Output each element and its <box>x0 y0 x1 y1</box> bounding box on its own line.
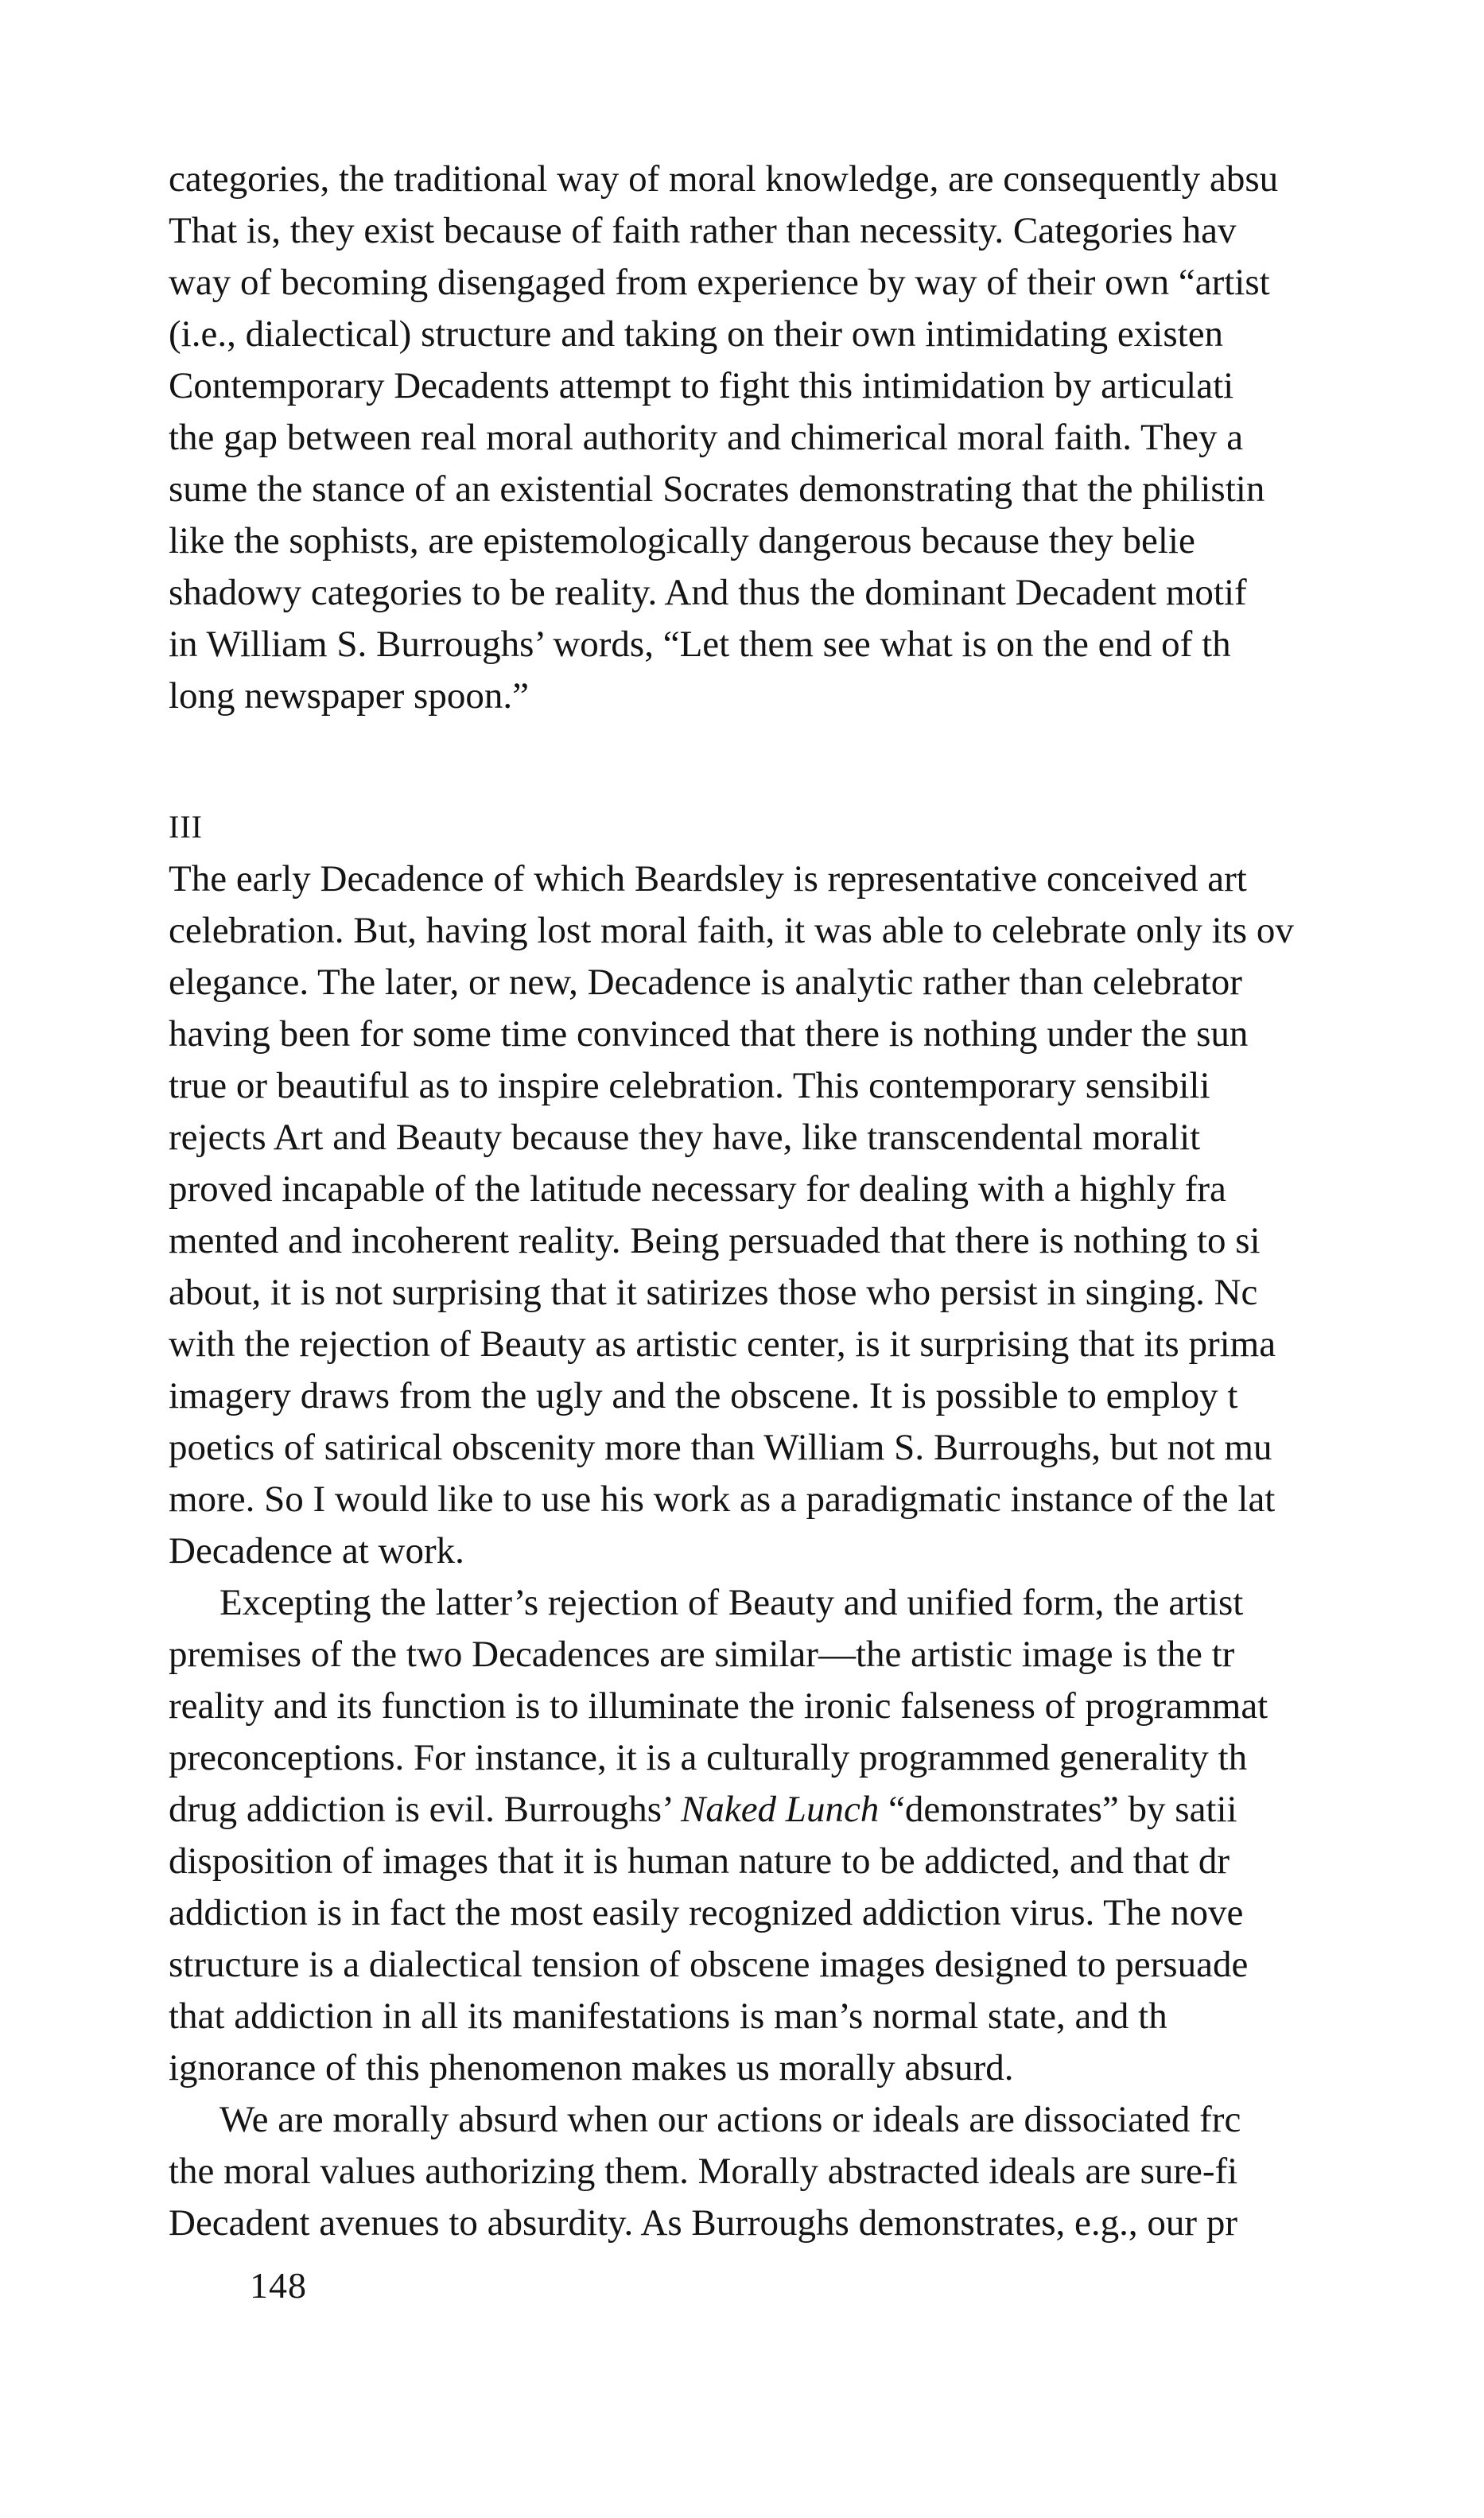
text-line: preconceptions. For instance, it is a culturally programmed generality th <box>169 1737 1248 1778</box>
text-line: mented and incoherent reality. Being persuaded that there is nothing to si <box>169 1220 1261 1261</box>
text-line: (i.e., dialectical) structure and taking on their own intimidating existen <box>169 313 1224 355</box>
text-line: The early Decadence of which Beardsley is representative conceived art <box>169 858 1247 900</box>
text-line: categories, the traditional way of moral knowledge, are consequently absu <box>169 158 1279 200</box>
body-text <box>169 853 1314 2249</box>
text-line: reality and its function is to illuminate the ironic falseness of programmat <box>169 1685 1268 1727</box>
text-line: elegance. The later, or new, Decadence is analytic rather than celebrator <box>169 962 1242 1003</box>
book-title: Naked Lunch <box>680 1789 880 1830</box>
text-line: Excepting the latter’s rejection of Beauty and unified form, the artist <box>219 1582 1244 1623</box>
text-line: shadowy categories to be reality. And thus the dominant Decadent motif <box>169 572 1247 613</box>
text-line: like the sophists, are epistemologically dangerous because they belie <box>169 520 1195 561</box>
text-line: the moral values authorizing them. Morally abstracted ideals are sure-fi <box>169 2151 1238 2192</box>
text-line: poetics of satirical obscenity more than William S. Burroughs, but not mu <box>169 1427 1272 1468</box>
text-line: the gap between real moral authority and chimerical moral faith. They a <box>169 417 1244 458</box>
text-line: We are morally absurd when our actions or ideals are dissociated frc <box>219 2099 1241 2140</box>
text-line: true or beautiful as to inspire celebration. This contemporary sensibili <box>169 1065 1210 1106</box>
text-line: proved incapable of the latitude necessary for dealing with a highly fra <box>169 1168 1226 1210</box>
text-line: Decadent avenues to absurdity. As Burroughs demonstrates, e.g., our pr <box>169 2202 1237 2244</box>
text-line: that addiction in all its manifestations is man’s normal state, and th <box>169 1995 1167 2037</box>
text-line: premises of the two Decadences are similar—the artistic image is the tr <box>169 1634 1235 1675</box>
section-heading: III <box>169 809 203 845</box>
text-line: disposition of images that it is human nature to be addicted, and that dr <box>169 1840 1230 1882</box>
text-line: rejects Art and Beauty because they have, like transcendental moralit <box>169 1117 1201 1158</box>
paragraph-4 <box>169 2094 1314 2249</box>
paragraph-2 <box>169 853 1314 1577</box>
text-line: imagery draws from the ugly and the obscene. It is possible to employ t <box>169 1375 1238 1416</box>
text-line: Decadence at work. <box>169 1530 464 1572</box>
paragraph-1 <box>169 153 1314 722</box>
text-line: ignorance of this phenomenon makes us morally absurd. <box>169 2047 1014 2089</box>
text-line: way of becoming disengaged from experience by way of their own “artist <box>169 262 1270 303</box>
text-line-with-title <box>169 1784 1314 1836</box>
text-line: sume the stance of an existential Socrates demonstrating that the philistin <box>169 468 1265 510</box>
text-line: more. So I would like to use his work as a paradigmatic instance of the lat <box>169 1479 1276 1520</box>
text-line: about, it is not surprising that it satirizes those who persist in singing. Nc <box>169 1272 1258 1313</box>
text-line: with the rejection of Beauty as artistic center, is it surprising that its prima <box>169 1323 1276 1365</box>
paragraph-3 <box>169 1577 1314 2094</box>
page-number: 148 <box>250 2265 307 2306</box>
text-line: Contemporary Decadents attempt to fight this intimidation by articulati <box>169 365 1234 406</box>
text-line: having been for some time convinced that there is nothing under the sun <box>169 1013 1249 1055</box>
text-line: long newspaper spoon.” <box>169 675 529 717</box>
text-line: in William S. Burroughs’ words, “Let them see what is on the end of th <box>169 624 1231 665</box>
text-line: structure is a dialectical tension of obscene images designed to persuade <box>169 1944 1249 1985</box>
text-line: addiction is in fact the most easily recognized addiction virus. The nove <box>169 1892 1244 1933</box>
text-segment: “demonstrates” by satii <box>879 1789 1237 1830</box>
text-segment: drug addiction is evil. Burroughs’ <box>169 1789 681 1830</box>
text-line: celebration. But, having lost moral faith, it was able to celebrate only its ov <box>169 910 1294 951</box>
text-line: That is, they exist because of faith rather than necessity. Categories hav <box>169 210 1237 251</box>
